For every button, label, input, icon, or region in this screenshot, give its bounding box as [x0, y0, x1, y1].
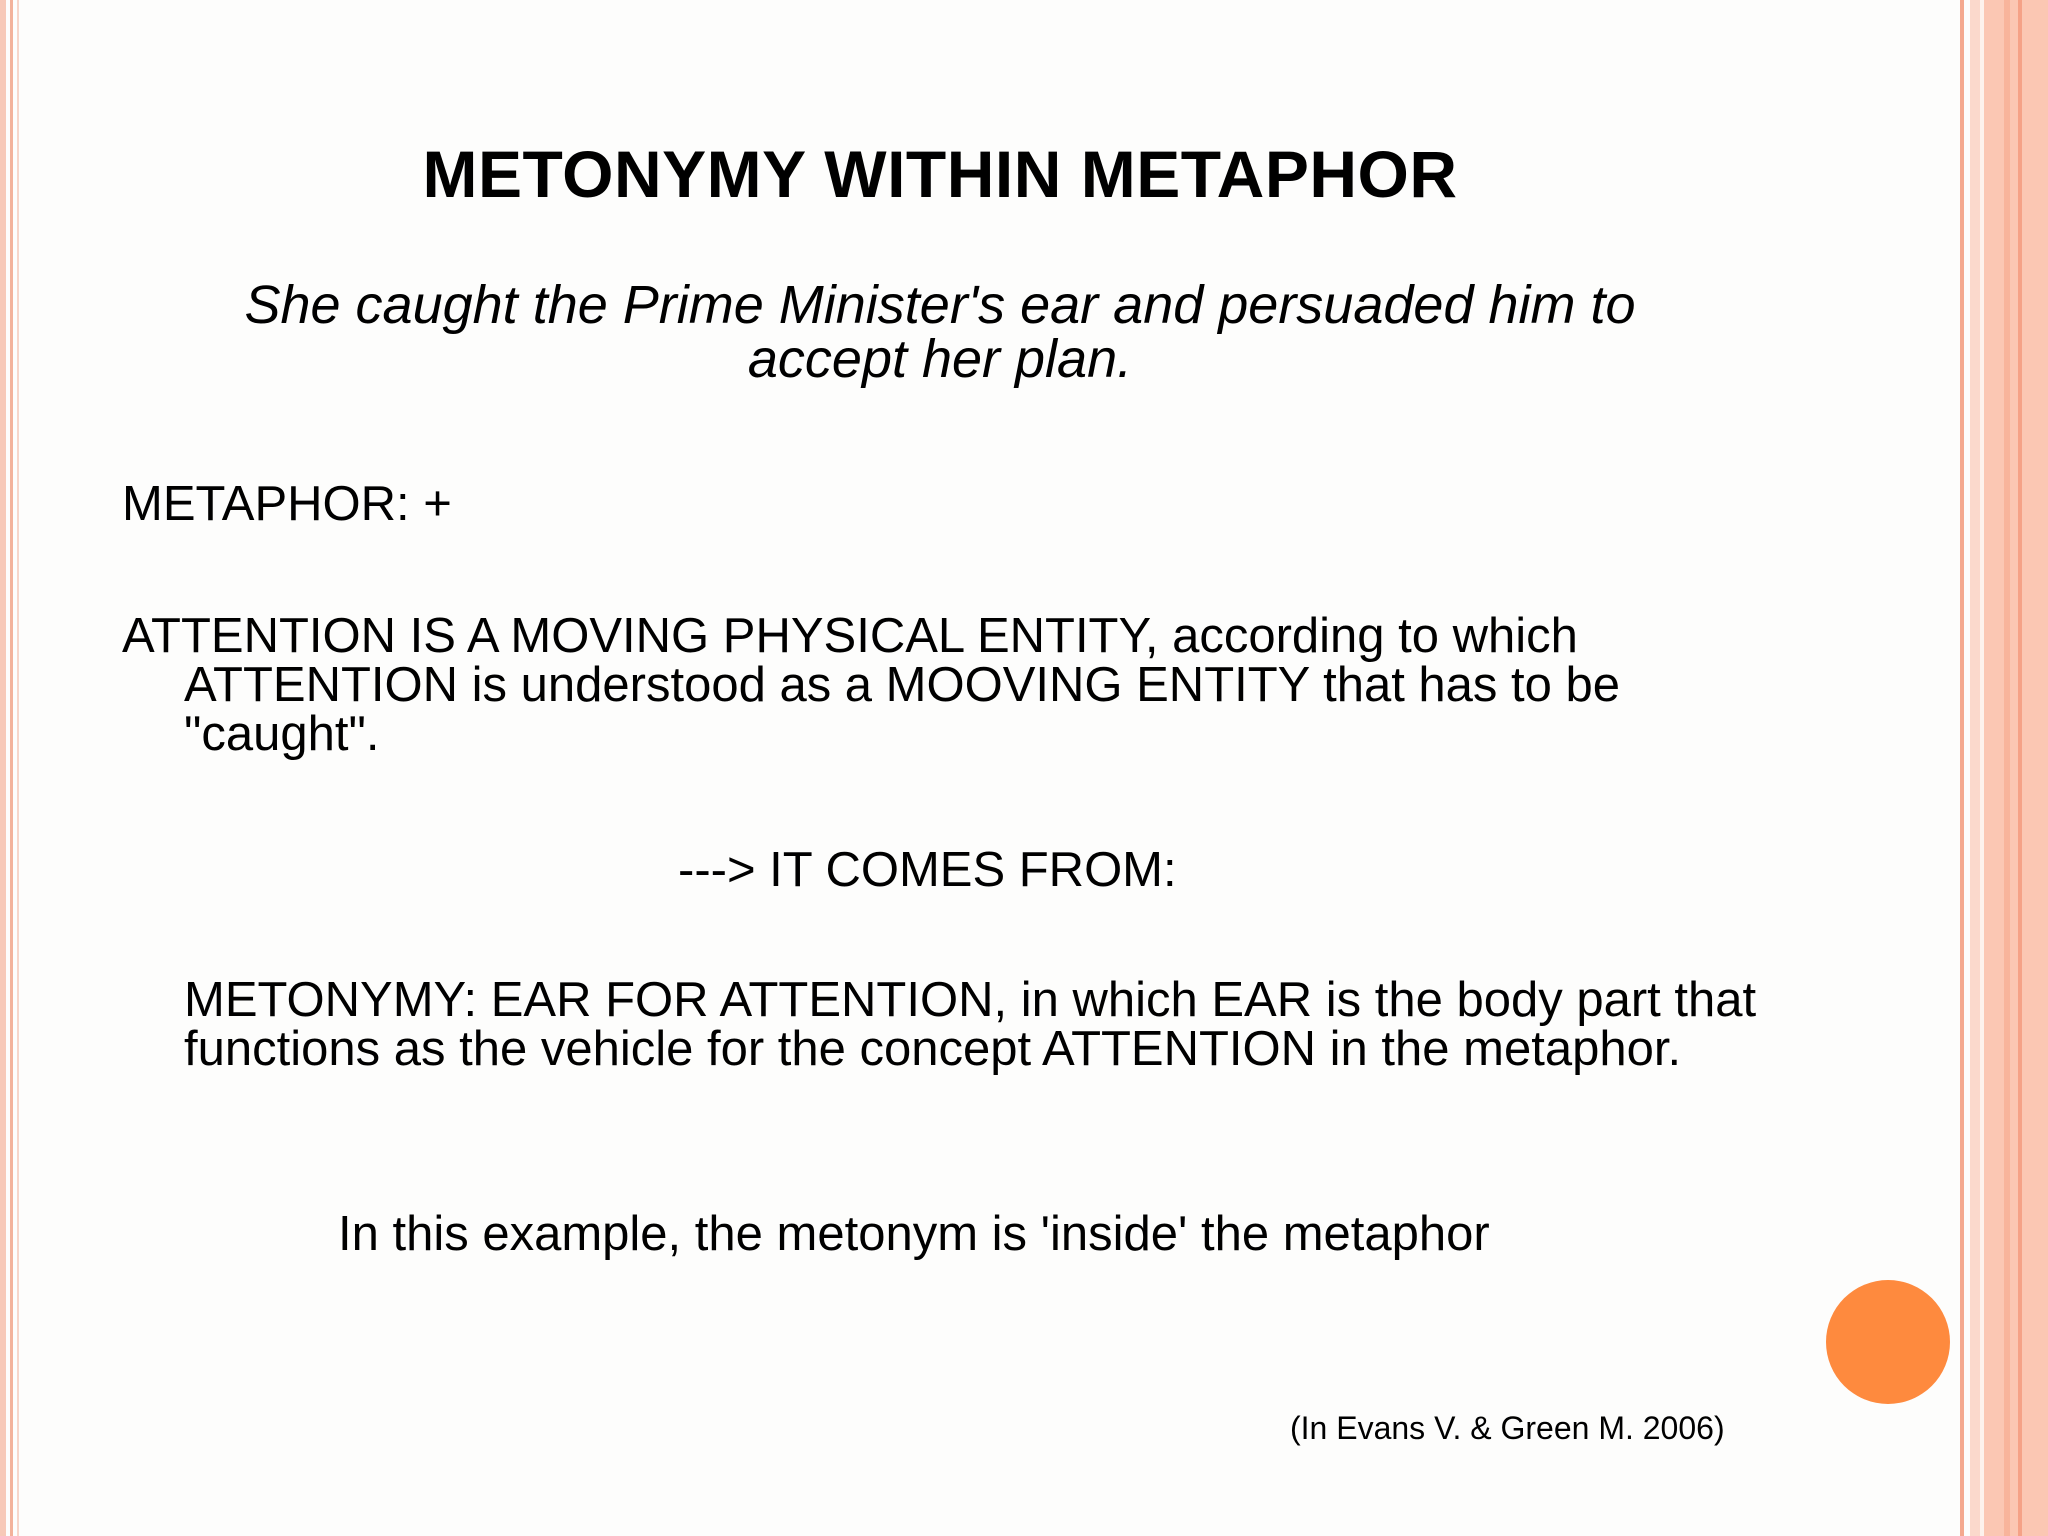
decorative-circle — [1826, 1280, 1950, 1404]
right-border-stripe — [2018, 0, 2022, 1536]
citation: (In Evans V. & Green M. 2006) — [1290, 1410, 1725, 1446]
comes-from-line: ---> IT COMES FROM: — [678, 843, 1177, 897]
right-border-stripe — [1960, 0, 1964, 1536]
slide-title: METONYMY WITHIN METAPHOR — [422, 137, 1458, 211]
left-border-line — [10, 0, 13, 1536]
example-sentence: She caught the Prime Minister's ear and persuaded him to accept her plan. — [244, 275, 1636, 389]
attention-paragraph: ATTENTION IS A MOVING PHYSICAL ENTITY, according to which ATTENTION is understood as a MOOVING ENTITY that has to be "caught". — [122, 609, 1621, 761]
metonymy-paragraph: METONYMY: EAR FOR ATTENTION, in which EAR is the body part that functions as the vehicle for the concept ATTENTION in the metaphor. — [184, 973, 1757, 1076]
left-border-line — [0, 0, 6, 1536]
summary-line: In this example, the metonym is 'inside' the metaphor — [338, 1207, 1490, 1261]
left-border-line — [17, 0, 19, 1536]
right-border-stripe — [2004, 0, 2010, 1536]
right-border-stripe — [1984, 0, 2048, 1536]
metaphor-label: METAPHOR: + — [122, 477, 452, 531]
right-border-stripe — [1970, 0, 1980, 1536]
